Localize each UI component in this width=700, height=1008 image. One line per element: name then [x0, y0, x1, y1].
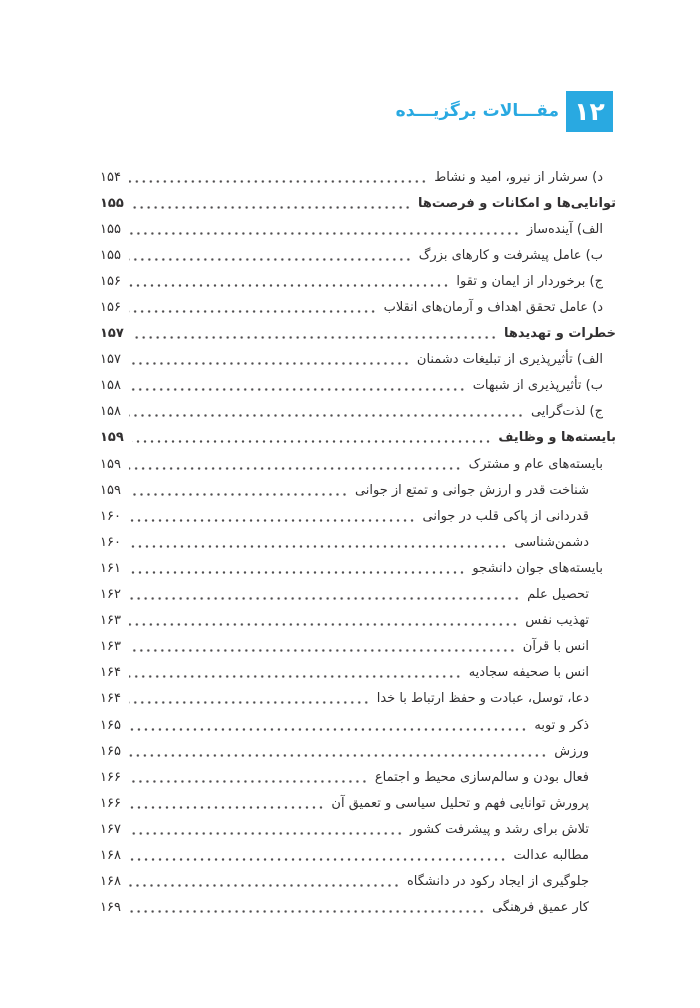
toc-entry-page-number: ۱۶۲: [100, 587, 121, 603]
toc-entry: [100, 399, 616, 425]
dot-leader: [129, 545, 507, 548]
toc-entry: [100, 764, 616, 790]
dot-leader: [129, 884, 400, 887]
toc-entry-label: تحصیل علم: [527, 587, 589, 603]
toc-entry-page-number: ۱۵۴: [100, 169, 121, 185]
dot-leader: [129, 780, 368, 783]
toc-entry-label: دشمن‌شناسی: [514, 534, 589, 550]
toc-entry-page-number: ۱۶۷: [100, 821, 121, 837]
toc-entry-page-number: ۱۶۵: [100, 743, 121, 759]
toc-entry: [100, 712, 616, 738]
toc-entry: [100, 373, 616, 399]
toc-entry: [100, 294, 616, 320]
dot-leader: [129, 806, 324, 809]
toc-entry-page-number: ۱۵۹: [100, 430, 124, 446]
page-header-title: مقـــالات برگزیـــده: [395, 101, 559, 121]
toc-entry-label: تلاش برای رشد و پیشرفت کشور: [410, 821, 589, 837]
toc-entry-label: فعال بودن و سالم‌سازی محیط و اجتماع: [374, 769, 589, 785]
toc-entry-label: بایسته‌ها و وظایف: [498, 430, 616, 446]
toc-entry-label: ورزش: [554, 743, 589, 759]
toc-entry: [100, 660, 616, 686]
toc-entry-page-number: ۱۵۵: [100, 221, 121, 237]
dot-leader: [129, 232, 520, 235]
toc-entry-page-number: ۱۵۶: [100, 300, 121, 316]
dot-leader: [129, 649, 516, 652]
toc-entry-page-number: ۱۵۶: [100, 273, 121, 289]
toc-entry-label: جلوگیری از ایجاد رکود در دانشگاه: [406, 874, 589, 890]
dot-leader: [129, 258, 412, 261]
dot-leader: [129, 701, 370, 704]
toc-entry: [100, 869, 616, 895]
toc-entry-label: ب) تأثیرپذیری از شبهات: [472, 378, 603, 394]
toc-entry: [100, 582, 616, 608]
dot-leader: [129, 597, 520, 600]
toc-entry-label: پرورش توانایی فهم و تحلیل سیاسی و تعمیق آن: [331, 795, 589, 811]
toc-entry-page-number: ۱۵۷: [100, 352, 121, 368]
toc-entry-label: توانایی‌ها و امکانات و فرصت‌ها: [417, 195, 616, 211]
toc-entry-label: ذکر و توبه: [534, 717, 589, 733]
toc-entry: [100, 477, 616, 503]
toc-entry-label: الف) تأثیرپذیری از تبلیغات دشمنان: [416, 352, 603, 368]
toc-entry-page-number: ۱۶۳: [100, 639, 121, 655]
toc-entry-page-number: ۱۶۱: [100, 560, 121, 576]
dot-leader: [132, 206, 411, 209]
toc-entry-page-number: ۱۵۵: [100, 247, 121, 263]
dot-leader: [129, 858, 507, 861]
toc-entry-page-number: ۱۶۴: [100, 691, 121, 707]
dot-leader: [129, 910, 485, 913]
toc-entry: [100, 686, 616, 712]
dot-leader: [129, 571, 465, 574]
toc-entry-label: ج) برخوردار از ایمان و تقوا: [456, 273, 603, 289]
toc-entry: [100, 190, 616, 216]
toc-entry: [100, 216, 616, 242]
toc-entry: [100, 425, 616, 451]
toc-entry-page-number: ۱۶۴: [100, 665, 121, 681]
dot-leader: [129, 754, 547, 757]
toc-entry: [100, 895, 616, 921]
dot-leader: [129, 388, 466, 391]
toc-entry-label: ج) لذت‌گرایی: [530, 404, 603, 420]
dot-leader: [129, 362, 410, 365]
toc-entry: [100, 347, 616, 373]
toc-entry-page-number: ۱۵۵: [100, 195, 124, 211]
dot-leader: [129, 467, 462, 470]
dot-leader: [129, 180, 427, 183]
toc-entry-label: ب) عامل پیشرفت و کارهای بزرگ: [418, 247, 603, 263]
toc-entry: [100, 529, 616, 555]
toc-entry-label: تهذیب نفس: [525, 613, 589, 629]
toc-entry-label: شناخت قدر و ارزش جوانی و تمتع از جوانی: [354, 482, 589, 498]
dot-leader: [129, 284, 449, 287]
dot-leader: [129, 310, 377, 313]
toc-entry-page-number: ۱۶۶: [100, 795, 121, 811]
toc-entry-page-number: ۱۵۹: [100, 482, 121, 498]
toc-entry-page-number: ۱۵۹: [100, 456, 121, 472]
dot-leader: [129, 519, 416, 522]
toc-entry: [100, 842, 616, 868]
toc-entry-label: دعا، توسل، عبادت و حفظ ارتباط با خدا: [376, 691, 589, 707]
toc-entry: [100, 738, 616, 764]
toc-entry-label: مطالبه عدالت: [513, 847, 589, 863]
toc-entry: [100, 634, 616, 660]
toc-entry: [100, 816, 616, 842]
toc-entry-page-number: ۱۵۸: [100, 404, 121, 420]
toc-entry-page-number: ۱۶۰: [100, 534, 121, 550]
toc-entry: [100, 608, 616, 634]
dot-leader: [129, 832, 403, 835]
toc-entry-label: قدردانی از پاکی قلب در جوانی: [422, 508, 589, 524]
toc-entry-page-number: ۱۵۷: [100, 326, 124, 342]
toc-entry: [100, 555, 616, 581]
dot-leader: [129, 675, 462, 678]
toc-entry: [100, 503, 616, 529]
toc-entry: [100, 321, 616, 347]
toc-entry-label: انس با قرآن: [522, 639, 589, 655]
toc-entry: [100, 451, 616, 477]
dot-leader: [132, 336, 497, 339]
toc-entry-page-number: ۱۶۸: [100, 874, 121, 890]
toc-entry-label: کار عمیق فرهنگی: [492, 900, 589, 916]
dot-leader: [129, 414, 524, 417]
toc-entry-page-number: ۱۶۵: [100, 717, 121, 733]
toc-entry-label: خطرات و تهدیدها: [503, 326, 616, 342]
toc-entry-page-number: ۱۶۹: [100, 900, 121, 916]
toc-entry-label: بایسته‌های عام و مشترک: [468, 456, 603, 472]
dot-leader: [129, 623, 518, 626]
toc-entry-page-number: ۱۶۰: [100, 508, 121, 524]
dot-leader: [129, 728, 527, 731]
toc-entry-label: د) سرشار از نیرو، امید و نشاط: [434, 169, 603, 185]
toc-entry-page-number: ۱۶۸: [100, 847, 121, 863]
toc-entry-page-number: ۱۶۳: [100, 613, 121, 629]
toc-entry: [100, 268, 616, 294]
toc-entry: [100, 790, 616, 816]
toc-entry-label: د) عامل تحقق اهداف و آرمان‌های انقلاب: [383, 300, 603, 316]
toc-entry-page-number: ۱۵۸: [100, 378, 121, 394]
dot-leader: [129, 493, 348, 496]
toc-entry: [100, 164, 616, 190]
issue-number-badge: ۱۲: [566, 91, 613, 132]
toc-list: [100, 164, 616, 921]
toc-entry-label: بایسته‌های جوان دانشجو: [472, 560, 603, 576]
toc-entry-label: انس با صحیفه سجادیه: [468, 665, 589, 681]
toc-entry-page-number: ۱۶۶: [100, 769, 121, 785]
toc-entry: [100, 242, 616, 268]
toc-entry-label: الف) آینده‌ساز: [526, 221, 603, 237]
dot-leader: [132, 440, 492, 443]
